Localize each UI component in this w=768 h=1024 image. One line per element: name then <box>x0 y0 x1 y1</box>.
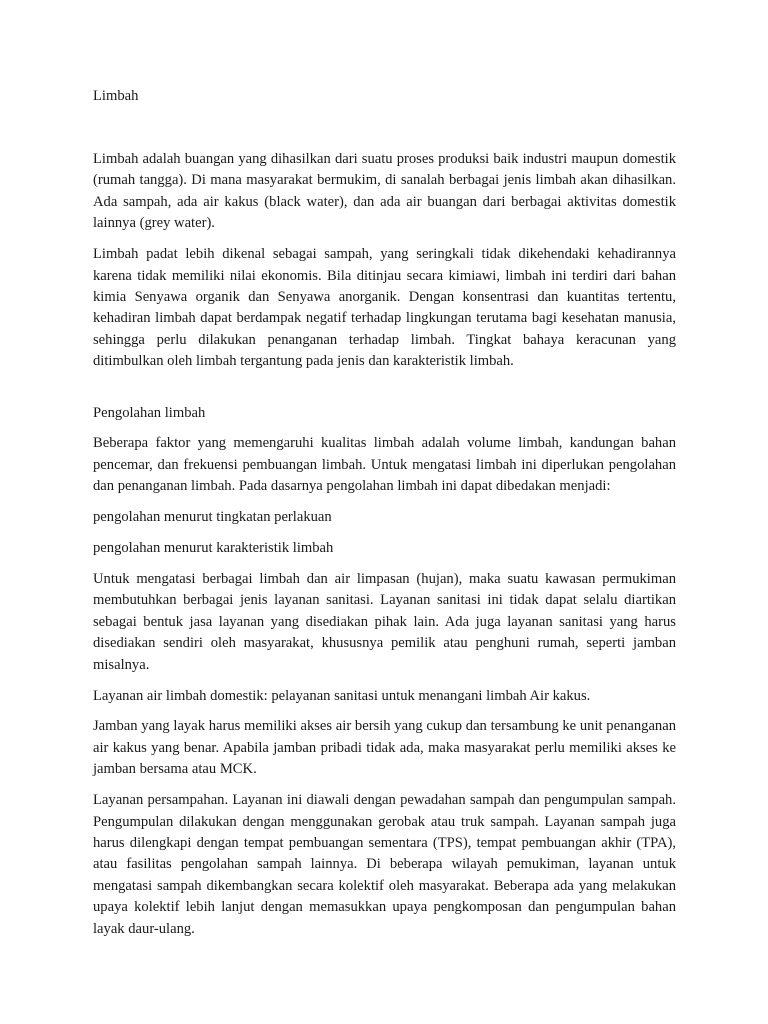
paragraph-definition: Limbah adalah buangan yang dihasilkan dari suatu proses produksi baik industri maupun domestik (rumah tangga). Di mana masyarakat bermukim, di sanalah berbagai jenis limbah akan dihasilkan. Ada sampah, ada air kakus (black water), dan ada air buangan dari berbagai aktivitas domestik lainnya (grey water). <box>93 151 676 232</box>
list-item-treatment-level: pengolahan menurut tingkatan perlakuan <box>93 509 332 526</box>
section-heading: Pengolahan limbah <box>93 404 206 421</box>
document-body <box>93 149 676 950</box>
list-item-treatment-characteristic: pengolahan menurut karakteristik limbah <box>93 540 334 557</box>
paragraph-sanitation-services: Untuk mengatasi berbagai limbah dan air limpasan (hujan), maka suatu kawasan permukiman membutuhkan berbagai jenis layanan sanitasi. Layanan sanitasi ini tidak dapat selalu diartikan sebagai bentuk jasa layanan yang disediakan pihak lain. Ada juga layanan sanitasi yang harus disediakan sendiri oleh masyarakat, khususnya pemilik atau penghuni rumah, seperti jamban misalnya. <box>93 571 676 673</box>
paragraph-domestic-wastewater: Layanan air limbah domestik: pelayanan sanitasi untuk menangani limbah Air kakus. <box>93 687 591 704</box>
paragraph-solid-waste: Limbah padat lebih dikenal sebagai sampah, yang seringkali tidak dikehendaki kehadirannya karena tidak memiliki nilai ekonomis. Bila ditinjau secara kimiawi, limbah ini terdiri dari bahan kimia Senyawa organik dan Senyawa anorganik. Dengan konsentrasi dan kuantitas tertentu, kehadiran limbah dapat berdampak negatif terhadap lingkungan terutama bagi kesehatan manusia, sehingga perlu dilakukan penanganan terhadap limbah. Tingkat bahaya keracunan yang ditimbulkan oleh limbah tergantung pada jenis dan karakteristik limbah. <box>93 246 676 370</box>
paragraph-solid-waste-service: Layanan persampahan. Layanan ini diawali dengan pewadahan sampah dan pengumpulan sampah. Pengumpulan dilakukan dengan menggunakan gerobak atau truk sampah. Layanan sampah juga harus dilengkapi dengan tempat pembuangan sementara (TPS), tempat pembuangan akhir (TPA), atau fasilitas pengolahan sampah lainnya. Di beberapa wilayah pemukiman, layanan untuk mengatasi sampah dikembangkan secara kolektif oleh masyarakat. Beberapa ada yang melakukan upaya kolektif lebih lanjut dengan memasukkan upaya pengkomposan dan pengumpulan bahan layak daur-ulang. <box>93 792 676 937</box>
document-title: Limbah <box>93 88 139 104</box>
paragraph-latrine: Jamban yang layak harus memiliki akses air bersih yang cukup dan tersambung ke unit penanganan air kakus yang benar. Apabila jamban pribadi tidak ada, maka masyarakat perlu memiliki akses ke jamban bersama atau MCK. <box>93 718 676 778</box>
paragraph-factors: Beberapa faktor yang memengaruhi kualitas limbah adalah volume limbah, kandungan bahan pencemar, dan frekuensi pembuangan limbah. Untuk mengatasi limbah ini diperlukan pengolahan dan penanganan limbah. Pada dasarnya pengolahan limbah ini dapat dibedakan menjadi: <box>93 435 676 495</box>
